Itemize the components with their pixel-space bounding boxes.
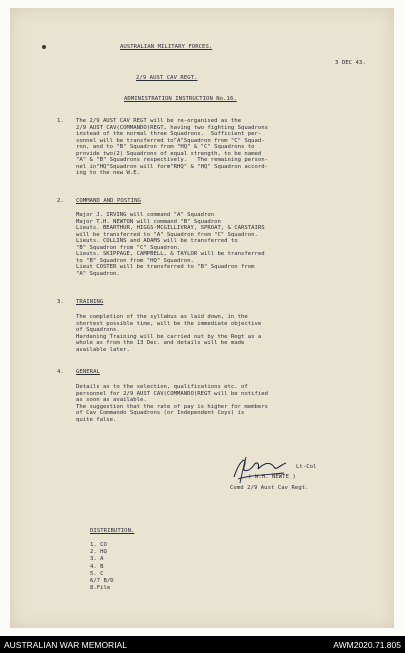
signature-role: Comd 2/9 Aust Cav Regt. bbox=[230, 485, 309, 491]
section-4-line: quite false. bbox=[76, 416, 117, 423]
section-4-line: of Cav Commando Squadrons (or Independent Coys) is bbox=[76, 410, 245, 416]
section-3-line: of Squadrons. bbox=[76, 327, 120, 333]
section-4-heading: GENERAL bbox=[76, 369, 100, 375]
section-3-heading: TRAINING bbox=[76, 299, 104, 305]
section-3-body bbox=[76, 314, 261, 353]
section-4-number: 4. bbox=[57, 369, 64, 375]
section-3-number: 3. bbox=[57, 299, 64, 305]
document-date: 3 DEC 43. bbox=[335, 60, 366, 66]
section-3-line: available later. bbox=[76, 346, 130, 353]
section-2-line: "B" Squadron from "C" Squadron. bbox=[76, 244, 181, 251]
section-1-body bbox=[76, 118, 268, 177]
section-1-number: 1. bbox=[57, 118, 64, 124]
section-4-line: The suggestion that the rate of pay is higher for members bbox=[76, 403, 268, 410]
section-1-line: instead of the normal three Squadrons. Sufficient per- bbox=[76, 131, 262, 137]
signature-name: ( W.H. NEWTE ) bbox=[248, 474, 296, 480]
section-1-line: provide two(2) Squadrons of equal strength, to be named bbox=[76, 150, 262, 157]
punch-hole bbox=[42, 45, 46, 49]
section-2-heading: COMMAND AND POSTING bbox=[76, 198, 141, 204]
section-1-line: sonnel will be transferred to"A"Squadron from "C" Squad- bbox=[76, 137, 265, 144]
section-1-line: 2/9 AUST CAV(COMMANDO)REGT, having two fighting Squadrons bbox=[76, 124, 268, 131]
distribution-item: 2. HQ bbox=[90, 549, 107, 556]
section-2-line: Lieut COSTER will be transferred to "B" Squadron from bbox=[76, 264, 255, 270]
section-2-body bbox=[76, 212, 265, 277]
section-1-line: ron, and to "B" Squadron from "HQ" & "C" Squadrons to bbox=[76, 144, 255, 150]
distribution-list bbox=[90, 542, 114, 592]
paper-sheet bbox=[10, 8, 394, 628]
section-2-line: Major J. IRVING will command "A" Squadron bbox=[76, 212, 215, 218]
section-2-number: 2. bbox=[57, 198, 64, 204]
footer-bar bbox=[0, 636, 405, 653]
footer-accession-number: AWM2020.71.805 bbox=[333, 640, 401, 650]
section-1-line: ing to the new W.E. bbox=[76, 170, 140, 176]
handwritten-signature-icon bbox=[230, 449, 290, 489]
distribution-item: 6/7 B/D bbox=[90, 578, 114, 585]
section-2-line: Major T.H. NEWTON will command "B" Squadron bbox=[76, 218, 221, 225]
unit-title: 2/9 AUST CAV REGT. bbox=[136, 75, 198, 81]
distribution-heading: DISTRIBUTION. bbox=[90, 528, 135, 534]
section-4-line: as soon as available. bbox=[76, 397, 147, 403]
section-3-line: whole as from the 13 Dec. and details will be made bbox=[76, 340, 245, 346]
signature-rank: Lt-Col bbox=[296, 464, 317, 470]
section-4-body bbox=[76, 384, 268, 423]
section-2-line: to "B" Squadron from "HQ" Squadron. bbox=[76, 257, 194, 264]
footer-credit: AUSTRALIAN WAR MEMORIAL bbox=[4, 640, 127, 650]
section-2-line: Lieuts. SKIPPAGE, CAMPBELL, & TAYLOR will be transferred bbox=[76, 251, 265, 257]
section-1-line: "A" & "B" Squadrons respectively. The remaining person- bbox=[76, 157, 268, 163]
section-2-line: "A" Squadron. bbox=[76, 270, 120, 277]
section-2-line: Lieuts. BEARTHUR, HIGGS-MCGILLIVRAY, SPROAT, & CARSTAIRS bbox=[76, 225, 265, 231]
section-2-line: will be transferred to "A" Squadron from "C" Squadron. bbox=[76, 231, 258, 238]
section-1-line: The 2/9 AUST CAV REGT will be re-organised as the bbox=[76, 118, 242, 124]
section-1-line: nel in"HQ"Squadron will form"RHQ" & "HQ" Squadron accord- bbox=[76, 163, 268, 170]
distribution-item: 4. B bbox=[90, 563, 104, 570]
section-3-line: The completion of the syllabus as laid down, in the bbox=[76, 314, 248, 320]
section-3-line: shortest possible time, will be the immediate objective bbox=[76, 320, 262, 327]
section-4-line: Details as to the selection, qualifications etc. of bbox=[76, 384, 248, 390]
section-2-line: Lieuts. COLLINS and ADAMS will be transferred to bbox=[76, 238, 238, 244]
section-3-line: Hardening Training will be carried out by the Regt as a bbox=[76, 333, 262, 340]
section-4-line: personnel for 2/9 AUST CAV(COMMANDO)REGT will be notified bbox=[76, 390, 268, 397]
distribution-item: 5. C bbox=[90, 570, 104, 577]
distribution-item: 8.File bbox=[90, 585, 111, 592]
distribution-item: 1. CO bbox=[90, 542, 107, 548]
document-header: AUSTRALIAN MILITARY FORCES. bbox=[120, 44, 213, 50]
instruction-title: ADMINISTRATION INSTRUCTION No.16. bbox=[124, 96, 237, 102]
distribution-item: 3. A bbox=[90, 556, 104, 563]
